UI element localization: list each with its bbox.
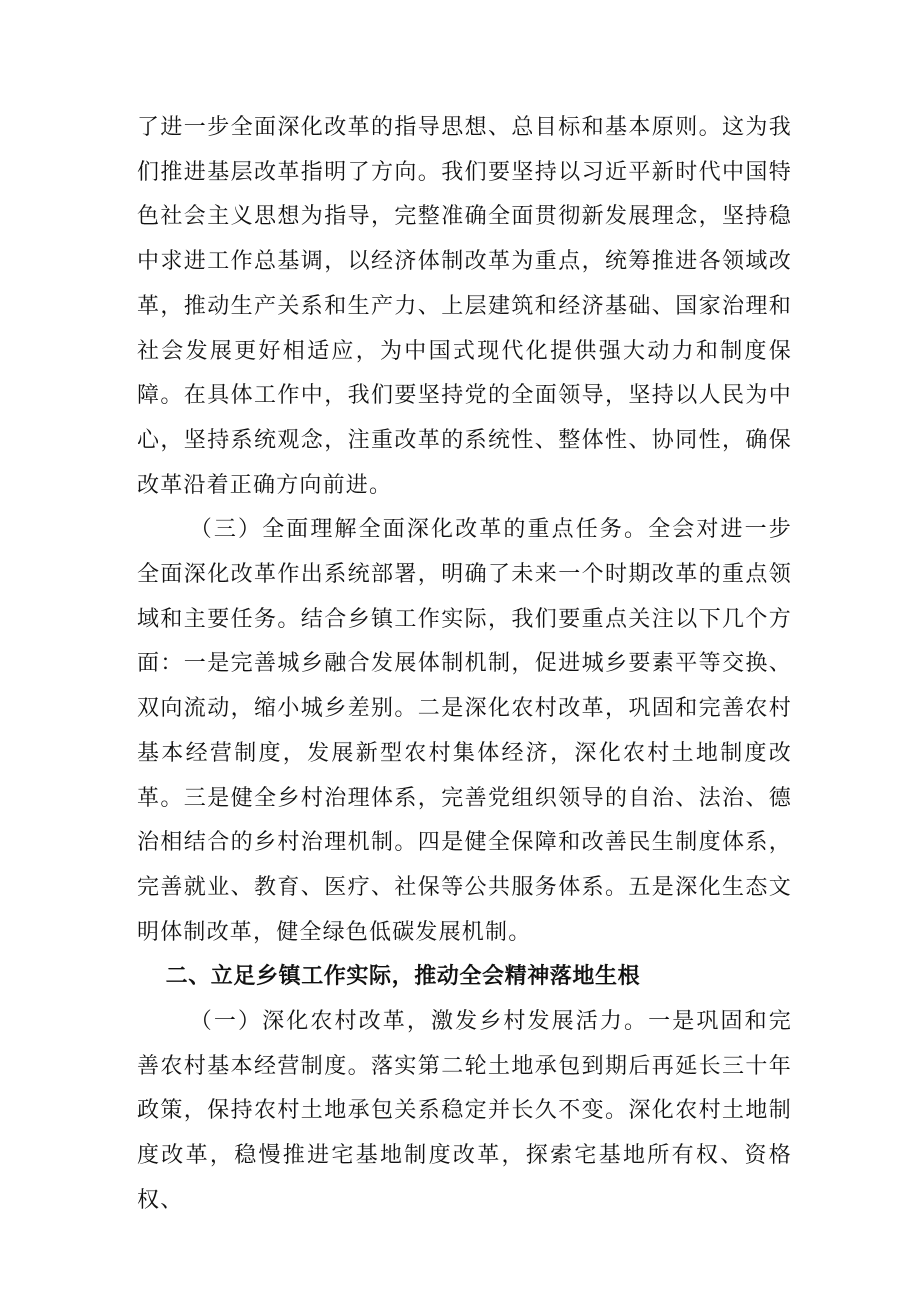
section-heading: 二、立足乡镇工作实际，推动全会精神落地生根: [165, 964, 641, 990]
paragraph-key-tasks: （三）全面理解全面深化改革的重点任务。全会对进一步全面深化改革作出系统部署，明确了未来一个时期改革的重点领域和主要任务。结合乡镇工作实际，我们要重点关注以下几个方面：一是完善城乡融合发展体制机制，促进城乡要素平等交换、双向流动，缩小城乡差别。二是深化农村改革，巩固和完善农村基本经营制度，发展新型农村集体经济，深化农村土地制度改革。三是健全乡村治理体系，完善党组织领导的自治、法治、德治相结合的乡村治理机制。四是健全保障和改善民生制度体系，完善就业、教育、医疗、社保等公共服务体系。五是深化生态文明体制改革，健全绿色低碳发展机制。: [137, 517, 792, 945]
paragraph-continuation: 了进一步全面深化改革的指导思想、总目标和基本原则。这为我们推进基层改革指明了方向。我们要坚持以习近平新时代中国特色社会主义思想为指导，完整准确全面贯彻新发展理念，坚持稳中求进工作总基调，以经济体制改革为重点，统筹推进各领域改革，推动生产关系和生产力、上层建筑和经济基础、国家治理和社会发展更好相适应，为中国式现代化提供强大动力和制度保障。在具体工作中，我们要坚持党的全面领导，坚持以人民为中心，坚持系统观念，注重改革的系统性、整体性、协同性，确保改革沿着正确方向前进。: [137, 115, 792, 498]
paragraph-rural-reform: （一）深化农村改革，激发乡村发展活力。一是巩固和完善农村基本经营制度。落实第二轮土地承包到期后再延长三十年政策，保持农村土地承包关系稳定并长久不变。深化农村土地制度改革，稳慢推进宅基地制度改革，探索宅基地所有权、资格权、: [137, 1009, 792, 1213]
document-body: [137, 106, 792, 1224]
